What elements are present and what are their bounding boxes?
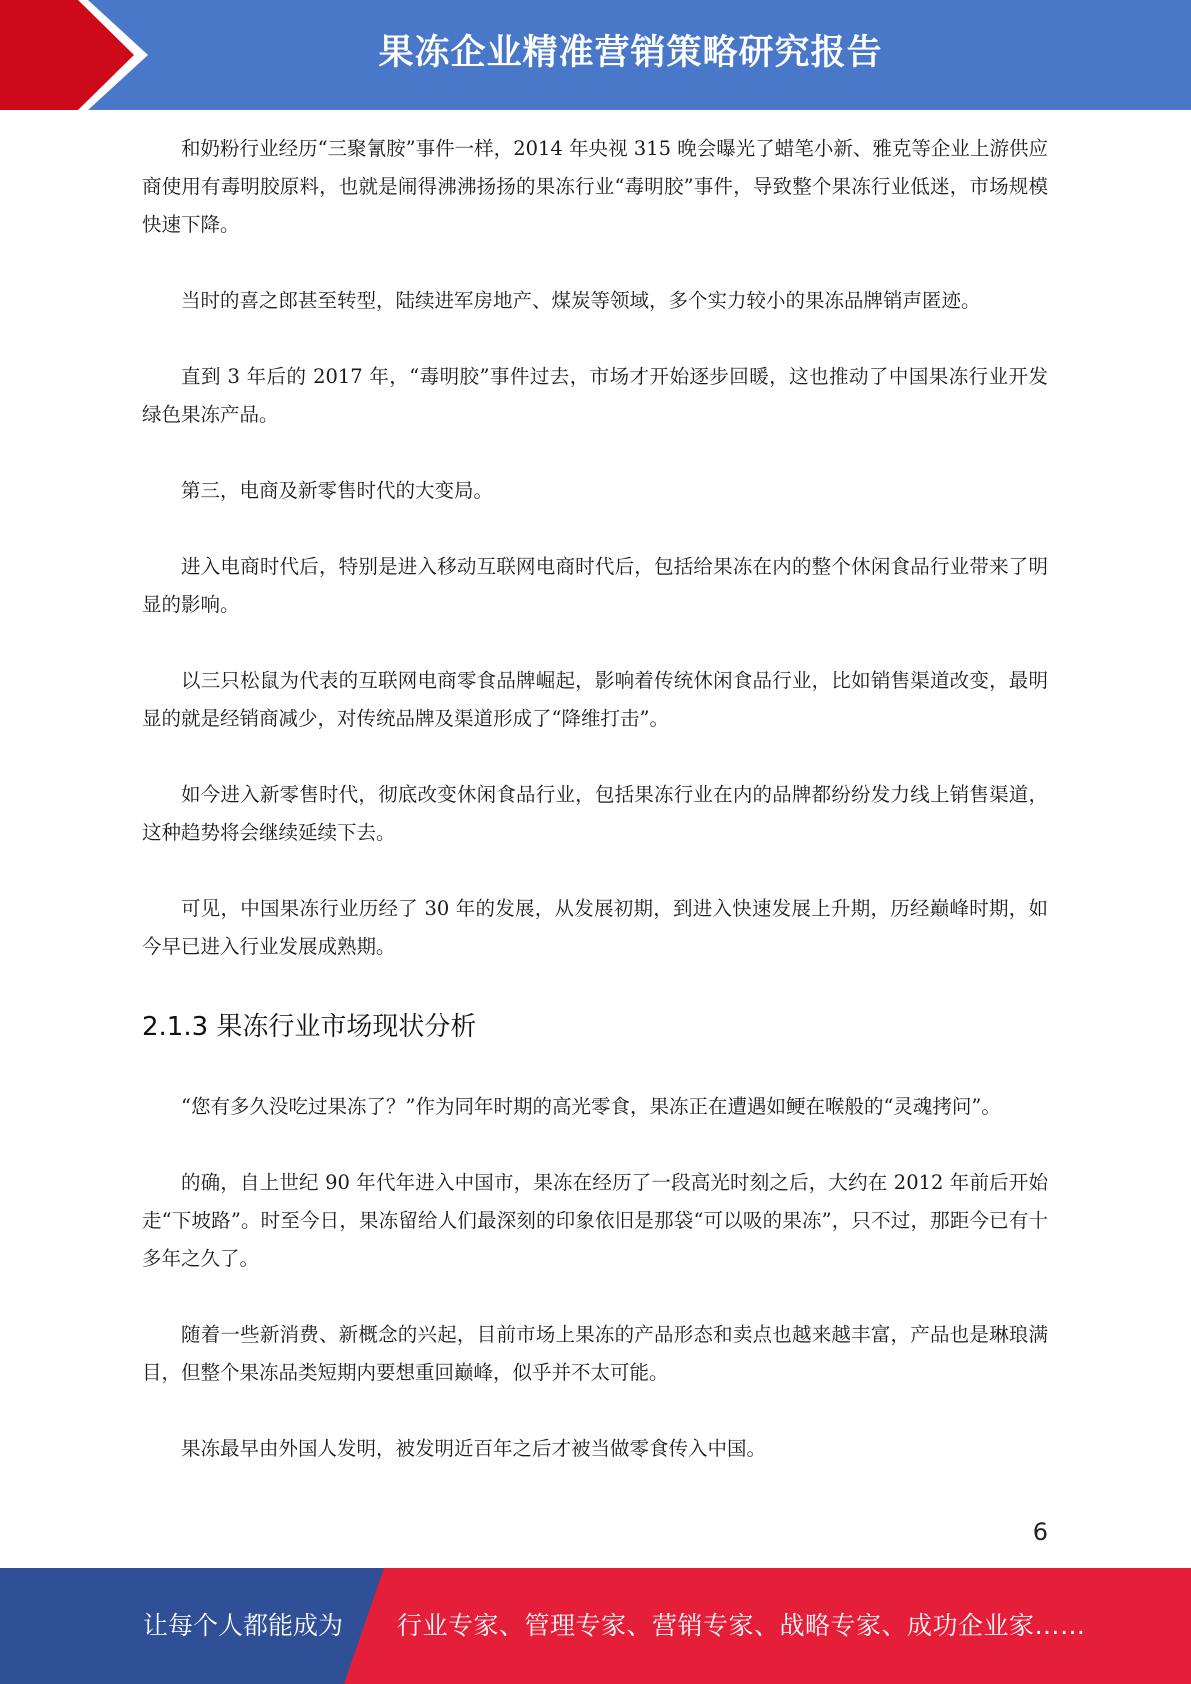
body-paragraph: 进入电商时代后，特别是进入移动互联网电商时代后，包括给果冻在内的整个休闲食品行业带来了明显的影响。	[142, 555, 1048, 616]
body-paragraph: 和奶粉行业经历“三聚氰胺”事件一样，2014 年央视 315 晚会曝光了蜡笔小新、雅克等企业上游供应商使用有毒明胶原料，也就是闹得沸沸扬扬的果冻行业“毒明胶”事件，导致整个果冻行业低迷，市场规模快速下降。	[142, 137, 1048, 236]
body-paragraph: 当时的喜之郎甚至转型，陆续进军房地产、煤炭等领域，多个实力较小的果冻品牌销声匿迹。	[181, 289, 981, 312]
page-footer	[0, 1568, 1191, 1684]
body-paragraph: 的确，自上世纪 90 年代年进入中国市，果冻在经历了一段高光时刻之后，大约在 2012 年前后开始走“下坡路”。时至今日，果冻留给人们最深刻的印象依旧是那袋“可以吸的果冻”，只不过，那距今已有十多年之久了。	[142, 1171, 1048, 1270]
body-paragraph: 随着一些新消费、新概念的兴起，目前市场上果冻的产品形态和卖点也越来越丰富，产品也是琳琅满目，但整个果冻品类短期内要想重回巅峰，似乎并不太可能。	[142, 1323, 1048, 1384]
body-paragraph: 以三只松鼠为代表的互联网电商零食品牌崛起，影响着传统休闲食品行业，比如销售渠道改变，最明显的就是经销商减少，对传统品牌及渠道形成了“降维打击”。	[142, 669, 1048, 730]
report-title: 果冻企业精准营销策略研究报告	[378, 33, 883, 73]
footer-slogan-left: 让每个人都能成为	[143, 1611, 344, 1640]
body-paragraph: 第三，电商及新零售时代的大变局。	[181, 479, 494, 502]
body-paragraph: 直到 3 年后的 2017 年，“毒明胶”事件过去，市场才开始逐步回暖，这也推动了中国果冻行业开发绿色果冻产品。	[142, 365, 1048, 426]
body-paragraph: 可见，中国果冻行业历经了 30 年的发展，从发展初期，到进入快速发展上升期，历经巅峰时期，如今早已进入行业发展成熟期。	[142, 897, 1048, 958]
page-number: 6	[1032, 1518, 1048, 1546]
footer-slogan-right: 行业专家、管理专家、营销专家、战略专家、成功企业家……	[397, 1611, 1086, 1640]
page-header	[0, 0, 1191, 110]
body-paragraph: “您有多久没吃过果冻了？”作为同年时期的高光零食，果冻正在遭遇如鲠在喉般的“灵魂拷问”。	[181, 1095, 1001, 1118]
body-paragraph: 果冻最早由外国人发明，被发明近百年之后才被当做零食传入中国。	[181, 1437, 767, 1460]
document-body	[142, 130, 1048, 1468]
section-heading: 2.1.3 果冻行业市场现状分析	[142, 1012, 477, 1042]
body-paragraph: 如今进入新零售时代，彻底改变休闲食品行业，包括果冻行业在内的品牌都纷纷发力线上销售渠道，这种趋势将会继续延续下去。	[142, 783, 1048, 844]
